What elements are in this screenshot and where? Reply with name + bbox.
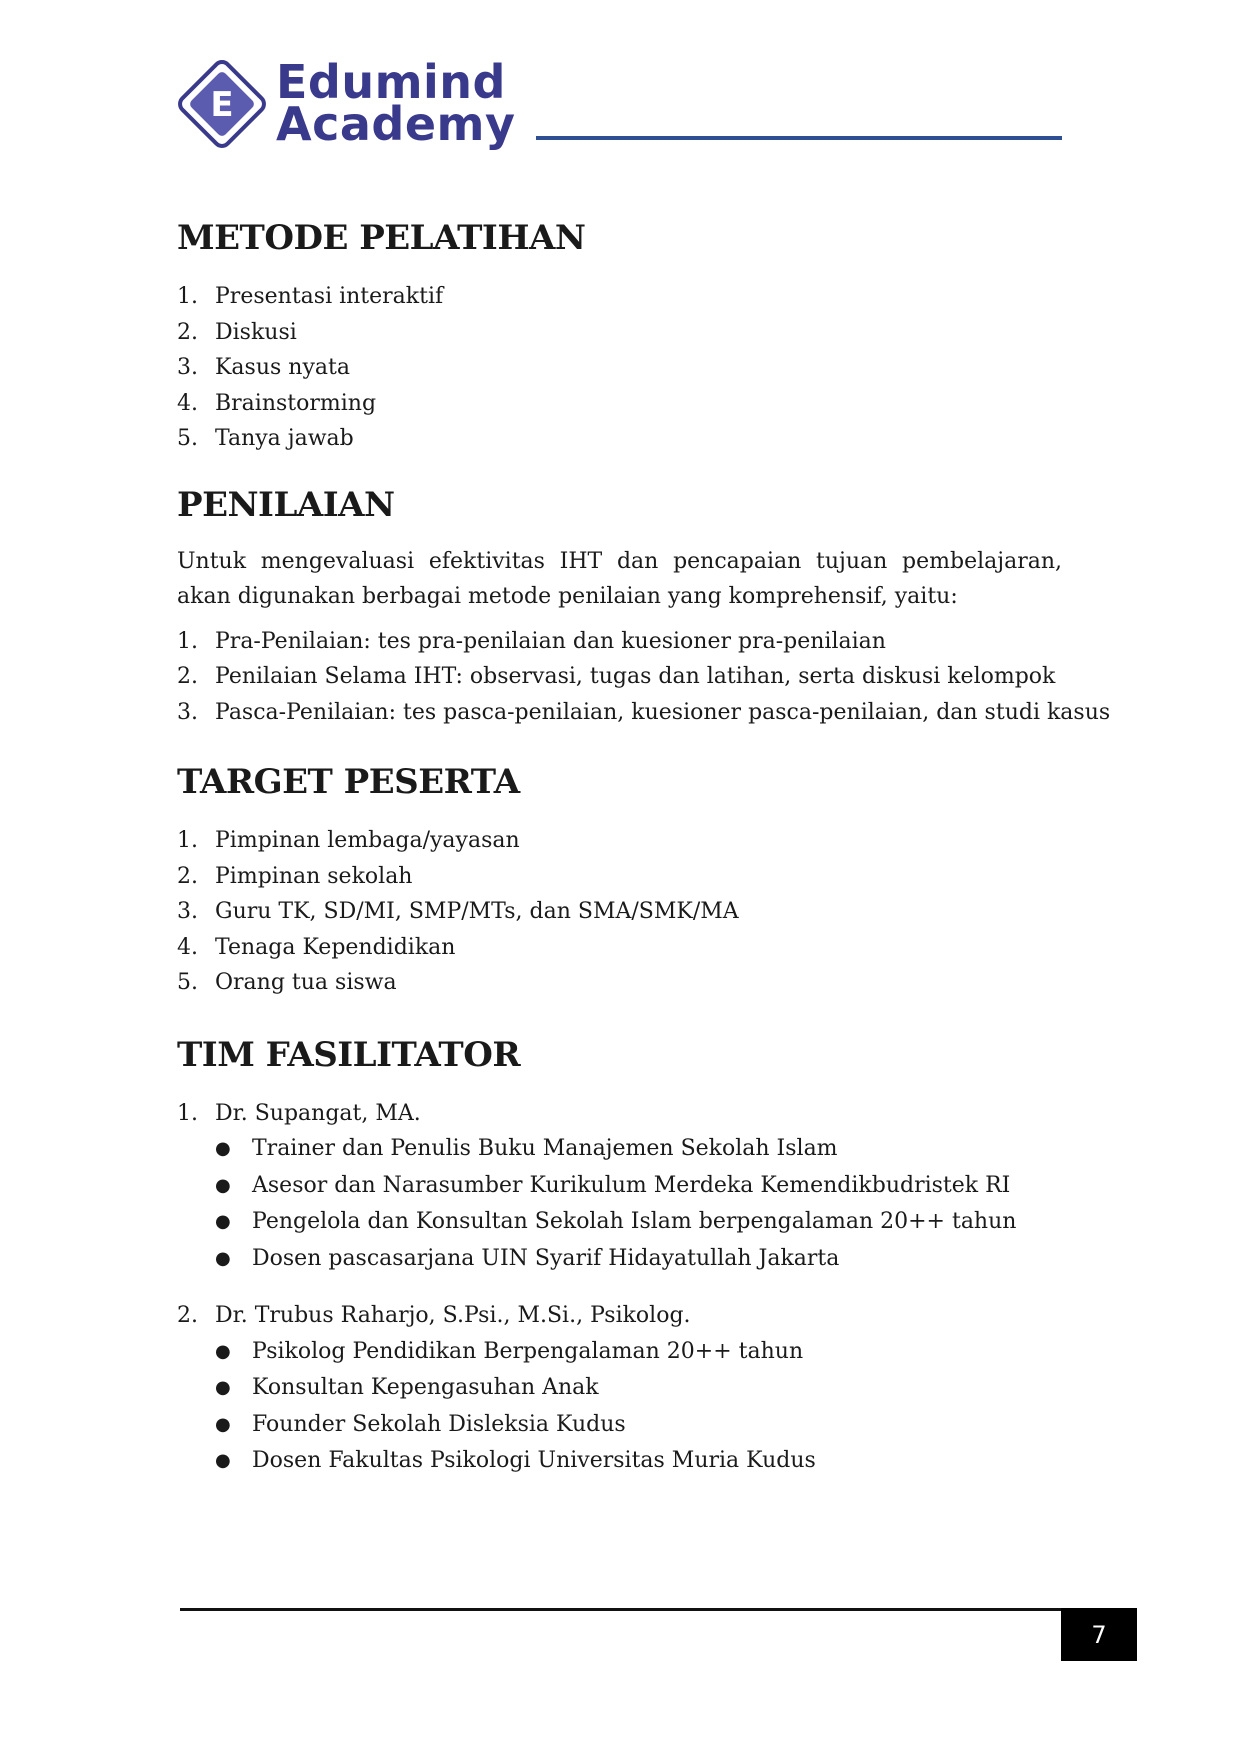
list-item: ● Asesor dan Narasumber Kurikulum Merdeka Kemendikbudristek RI <box>215 1172 1011 1198</box>
logo-line-1: Edumind <box>276 55 506 109</box>
list-item: ● Trainer dan Penulis Buku Manajemen Sekolah Islam <box>215 1136 838 1161</box>
section-title: PENILAIAN <box>177 484 395 525</box>
section-title: TIM FASILITATOR <box>177 1034 521 1075</box>
facilitator-1 <box>177 1096 1062 1278</box>
list-item: 3. Kasus nyata <box>177 355 350 380</box>
list-item: 2. Diskusi <box>177 319 297 345</box>
edumind-academy-logo <box>176 55 516 158</box>
list-item: 4. Brainstorming <box>177 390 377 416</box>
footer-divider <box>180 1608 1062 1611</box>
section-metode-pelatihan <box>177 216 1062 457</box>
list-item: 2. Penilaian Selama IHT: observasi, tugas dan latihan, serta diskusi kelompok <box>177 664 1056 689</box>
list-item: ● Founder Sekolah Disleksia Kudus <box>215 1411 626 1437</box>
facilitator-roles <box>177 1131 1062 1277</box>
list-item: ● Dosen Fakultas Psikologi Universitas Muria Kudus <box>215 1448 816 1473</box>
facilitator-name: 2. Dr. Trubus Raharjo, S.Psi., M.Si., Psikolog. <box>177 1303 691 1328</box>
page-number: 7 <box>1061 1608 1137 1661</box>
list-item: 3. Guru TK, SD/MI, SMP/MTs, dan SMA/SMK/MA <box>177 899 739 924</box>
facilitator-name: 1. Dr. Supangat, MA. <box>177 1100 421 1126</box>
list-item: 1. Pra-Penilaian: tes pra-penilaian dan kuesioner pra-penilaian <box>177 628 886 654</box>
penilaian-intro: Untuk mengevaluasi efektivitas IHT dan pencapaian tujuan pembelajaran, akan digunakan berbagai metode penilaian yang komprehensif, yaitu: <box>177 548 1062 609</box>
section-tim-fasilitator <box>177 1033 1062 1480</box>
section-penilaian <box>177 483 1111 731</box>
logo-mark-letter: E <box>210 85 234 125</box>
section-title: TARGET PESERTA <box>177 762 520 802</box>
list-item: 3. Pasca-Penilaian: tes pasca-penilaian, kuesioner pasca-penilaian, dan studi kasus <box>177 699 1111 725</box>
list-item: ● Konsultan Kepengasuhan Anak <box>215 1375 599 1400</box>
header-divider <box>536 136 1062 140</box>
logo-wordmark <box>276 55 516 151</box>
list-item: ● Psikolog Pendidikan Berpengalaman 20++ tahun <box>215 1338 804 1364</box>
list-item: 1. Pimpinan lembaga/yayasan <box>177 828 520 853</box>
list-item: ● Pengelola dan Konsultan Sekolah Islam berpengalaman 20++ tahun <box>215 1209 1017 1234</box>
list-item: ● Dosen pascasarjana UIN Syarif Hidayatullah Jakarta <box>215 1245 840 1271</box>
list-item: 1. Presentasi interaktif <box>177 284 444 309</box>
section-title: METODE PELATIHAN <box>177 218 586 258</box>
list-item: 2. Pimpinan sekolah <box>177 863 413 889</box>
facilitator-roles <box>177 1334 1062 1480</box>
facilitator-2 <box>177 1298 1062 1480</box>
logo-mark-icon <box>176 58 268 150</box>
section-target-peserta <box>177 760 1062 1001</box>
list-item: 5. Orang tua siswa <box>177 970 397 995</box>
page-content <box>177 216 1111 1480</box>
list-item: 4. Tenaga Kependidikan <box>177 934 456 960</box>
metode-list <box>177 279 1062 457</box>
logo-line-2: Academy <box>276 97 516 151</box>
list-item: 5. Tanya jawab <box>177 426 354 451</box>
penilaian-list <box>177 624 1111 731</box>
target-list <box>177 823 1062 1001</box>
